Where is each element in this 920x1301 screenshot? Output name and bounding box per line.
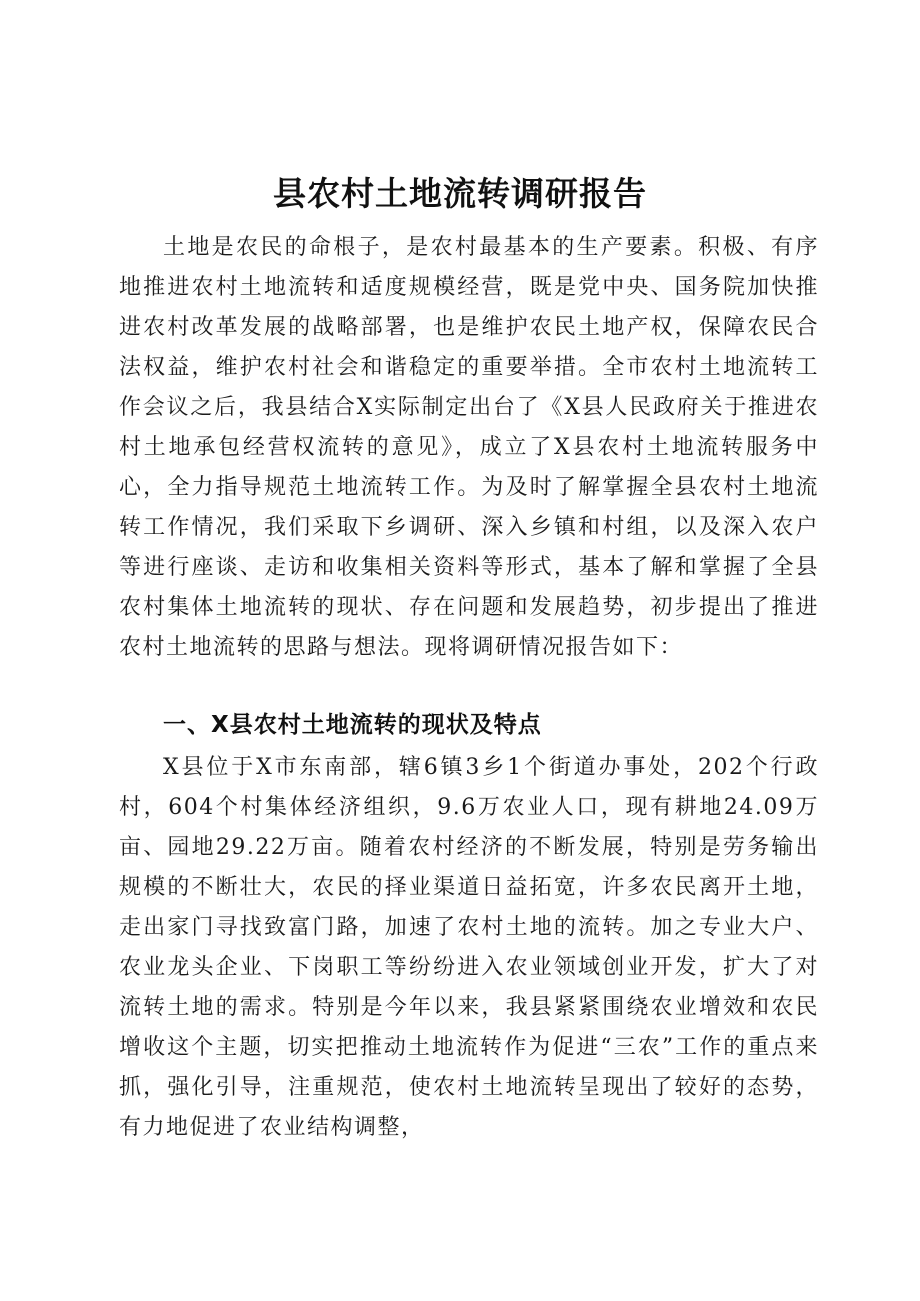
section-paragraph: X县位于X市东南部，辖6镇3乡1个街道办事处，202个行政村，604个村集体经济组织，9.6万农业人口，现有耕地24.09万亩、园地29.22万亩。随着农村经济的不断发展，特别是劳务输出规模的不断壮大，农民的择业渠道日益拓宽，许多农民离开土地，走出家门寻找致富门路，加速了农村土地的流转。加之专业大户、农业龙头企业、下岗职工等纷纷进入农业领域创业开发，扩大了对流转土地的需求。特别是今年以来，我县紧紧围绕农业增效和农民增收这个主题，切实把推动土地流转作为促进“三农”工作的重点来抓，强化引导，注重规范，使农村土地流转呈现出了较好的态势，有力地促进了农业结构调整， [119,755,819,1140]
document-title: 县农村土地流转调研报告 [273,174,647,213]
intro-paragraph: 土地是农民的命根子，是农村最基本的生产要素。积极、有序地推进农村土地流转和适度规模经营，既是党中央、国务院加快推进农村改革发展的战略部署，也是维护农民土地产权，保障农民合法权益，维护农村社会和谐稳定的重要举措。全市农村土地流转工作会议之后，我县结合X实际制定出台了《X县人民政府关于推进农村土地承包经营权流转的意见》，成立了X县农村土地流转服务中心，全力指导规范土地流转工作。为及时了解掌握全县农村土地流转工作情况，我们采取下乡调研、深入乡镇和村组，以及深入农户等进行座谈、走访和收集相关资料等形式，基本了解和掌握了全县农村集体土地流转的现状、存在问题和发展趋势，初步提出了推进农村土地流转的思路与想法。现将调研情况报告如下： [119,235,819,660]
section-heading: 一、X县农村土地流转的现状及特点 [163,712,542,738]
